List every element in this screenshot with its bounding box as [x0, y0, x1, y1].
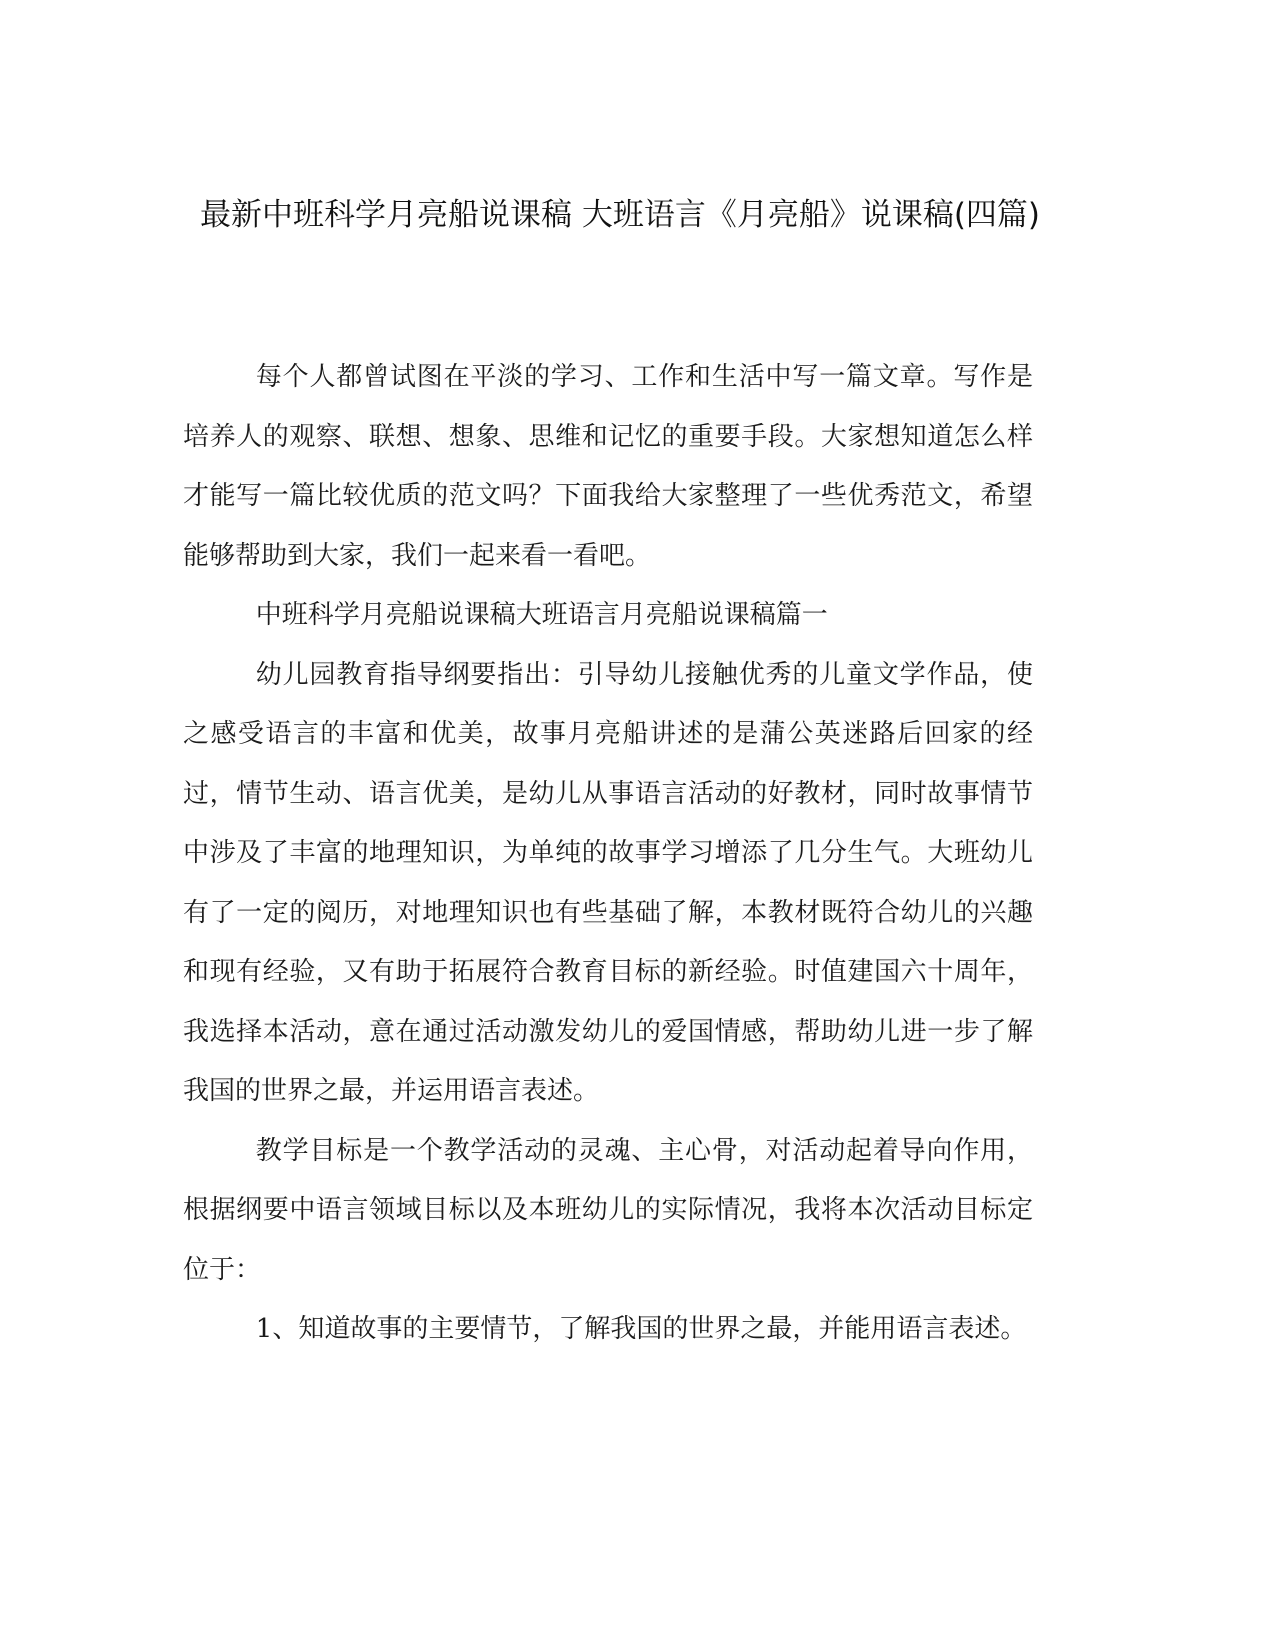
document-title: 最新中班科学月亮船说课稿 大班语言《月亮船》说课稿(四篇) — [199, 196, 1041, 233]
background-paragraph: 幼儿园教育指导纲要指出：引导幼儿接触优秀的儿童文学作品，使之感受语言的丰富和优美，故事月亮船讲述的是蒲公英迷路后回家的经过，情节生动、语言优美，是幼儿从事语言活动的好教材，同时故事情节中涉及了丰富的地理知识，为单纯的故事学习增添了几分生气。大班幼儿有了一定的阅历，对地理知识也有些基础了解，本教材既符合幼儿的兴趣和现有经验，又有助于拓展符合教育目标的新经验。时值建国六十周年，我选择本活动，意在通过活动激发幼儿的爱国情感，帮助幼儿进一步了解我国的世界之最，并运用语言表述。 — [183, 659, 1033, 1106]
document-body — [183, 348, 1033, 1360]
section-heading: 中班科学月亮船说课稿大班语言月亮船说课稿篇一 — [255, 600, 828, 630]
objectives-paragraph: 教学目标是一个教学活动的灵魂、主心骨，对活动起着导向作用，根据纲要中语言领域目标以及本班幼儿的实际情况，我将本次活动目标定位于： — [183, 1135, 1033, 1285]
intro-paragraph: 每个人都曾试图在平淡的学习、工作和生活中写一篇文章。写作是培养人的观察、联想、想象、思维和记忆的重要手段。大家想知道怎么样才能写一篇比较优质的范文吗？下面我给大家整理了一些优秀范文，希望能够帮助到大家，我们一起来看一看吧。 — [183, 362, 1033, 571]
objective-item-1: 1、知道故事的主要情节，了解我国的世界之最，并能用语言表述。 — [255, 1314, 1027, 1344]
